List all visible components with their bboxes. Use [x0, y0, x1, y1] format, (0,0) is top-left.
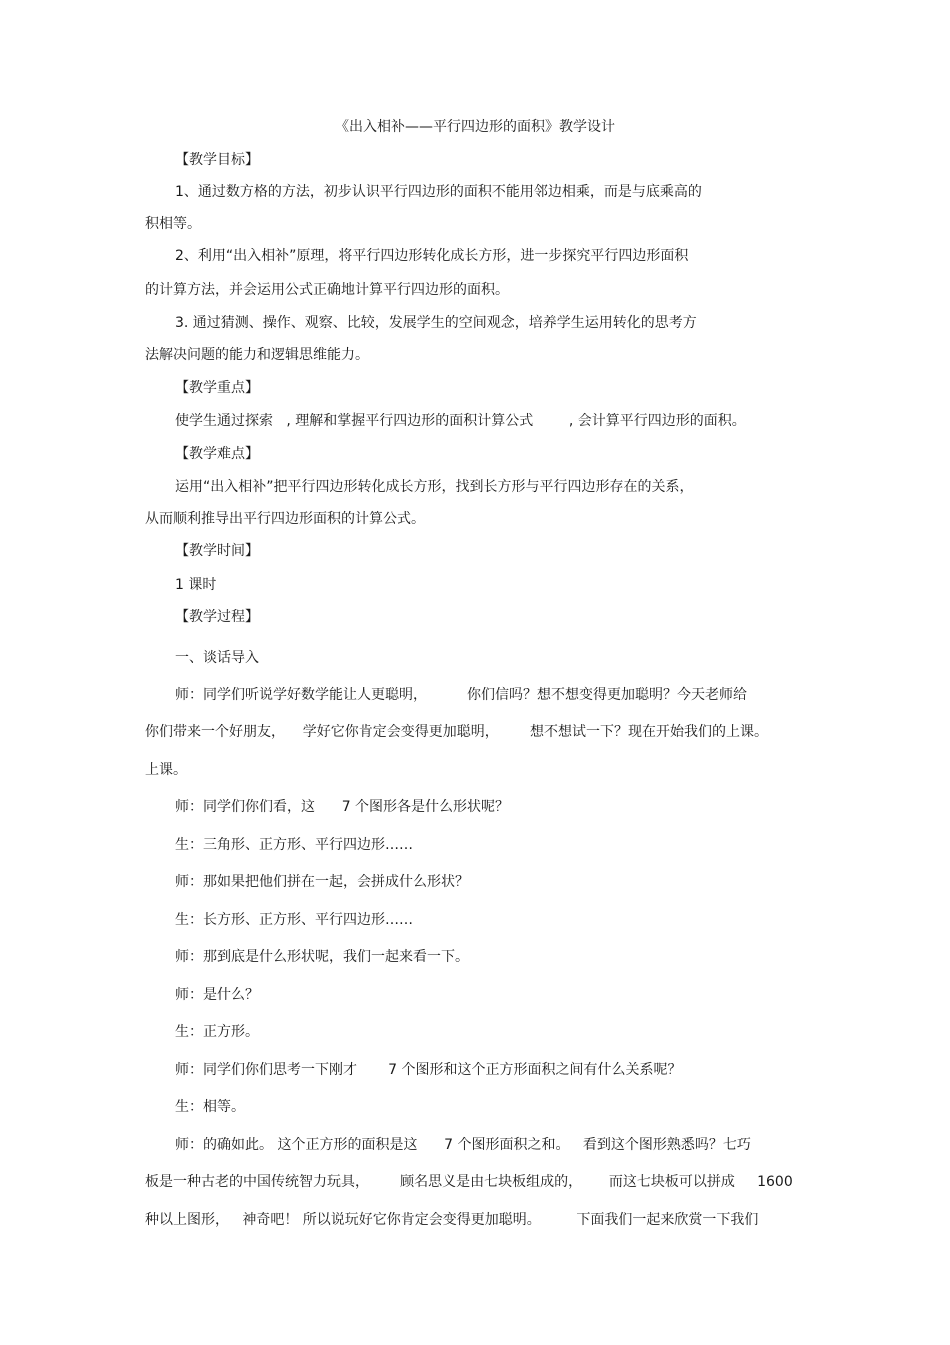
- section-heading-objectives: 【教学目标】: [175, 152, 259, 168]
- dialogue-line: 生：相等。: [175, 1099, 245, 1115]
- paragraph-line: 你们带来一个好朋友， 学好它你肯定会变得更加聪明， 想不想试一下？现在开始我们的上课。: [145, 724, 768, 740]
- dialogue-line: 师：同学们你们看，这 7 个图形各是什么形状呢？: [175, 799, 510, 815]
- dialogue-line: 生：三角形、正方形、平行四边形……: [175, 837, 413, 853]
- paragraph-line: 3. 通过猜测、操作、观察、比较，发展学生的空间观念，培养学生运用转化的思考方: [175, 315, 697, 331]
- paragraph-line: 使学生通过探索 , 理解和掌握平行四边形的面积计算公式 , 会计算平行四边形的面积。: [175, 413, 746, 429]
- dialogue-line: 生：长方形、正方形、平行四边形……: [175, 912, 413, 928]
- paragraph-line: 运用“出入相补”把平行四边形转化成长方形，找到长方形与平行四边形存在的关系，: [175, 479, 694, 495]
- paragraph-line: 师：的确如此。 这个正方形的面积是这 7 个图形面积之和。 看到这个图形熟悉吗？七巧: [175, 1137, 751, 1153]
- paragraph-line: 师：同学们听说学好数学能让人更聪明， 你们信吗？想不想变得更加聪明？今天老师给: [175, 687, 748, 703]
- paragraph-line: 积相等。: [145, 216, 201, 232]
- paragraph-line: 上课。: [145, 762, 187, 778]
- dialogue-line: 师：那到底是什么形状呢，我们一起来看一下。: [175, 949, 469, 965]
- dialogue-line: 师：是什么？: [175, 987, 259, 1003]
- section-heading-time: 【教学时间】: [175, 543, 259, 559]
- subsection-heading: 一、谈话导入: [175, 650, 259, 666]
- paragraph-line: 2、利用“出入相补”原理，将平行四边形转化成长方形，进一步探究平行四边形面积: [175, 248, 689, 264]
- section-heading-process: 【教学过程】: [175, 609, 259, 625]
- dialogue-line: 师：那如果把他们拼在一起，会拼成什么形状？: [175, 874, 469, 890]
- paragraph-line: 种以上图形， 神奇吧！ 所以说玩好它你肯定会变得更加聪明。 下面我们一起来欣赏一下我们: [145, 1212, 759, 1228]
- paragraph-line: 板是一种古老的中国传统智力玩具， 顾名思义是由七块板组成的， 而这七块板可以拼成 1600: [145, 1174, 793, 1190]
- paragraph-line: 法解决问题的能力和逻辑思维能力。: [145, 347, 369, 363]
- document-title: 《出入相补——平行四边形的面积》教学设计: [335, 119, 615, 135]
- section-heading-key-points: 【教学重点】: [175, 380, 259, 396]
- paragraph-line: 1 课时: [175, 577, 217, 593]
- paragraph-line: 1、通过数方格的方法，初步认识平行四边形的面积不能用邻边相乘，而是与底乘高的: [175, 184, 702, 200]
- dialogue-line: 师：同学们你们思考一下刚才 7 个图形和这个正方形面积之间有什么关系呢？: [175, 1062, 682, 1078]
- paragraph-line: 从而顺利推导出平行四边形面积的计算公式。: [145, 511, 425, 527]
- dialogue-line: 生：正方形。: [175, 1024, 259, 1040]
- section-heading-difficulties: 【教学难点】: [175, 446, 259, 462]
- paragraph-line: 的计算方法，并会运用公式正确地计算平行四边形的面积。: [145, 282, 509, 298]
